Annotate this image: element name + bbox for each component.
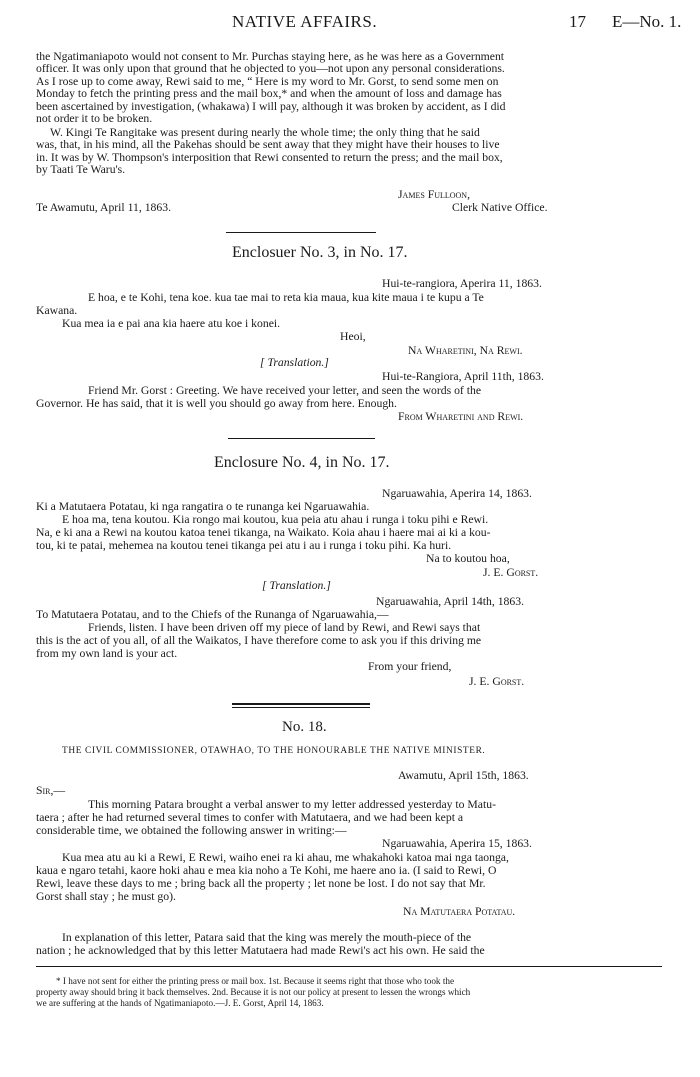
section-divider-thick xyxy=(232,703,370,705)
document-code: E—No. 1. xyxy=(612,12,682,31)
text-line: been ascertained by investigation, (whakawa) I will pay, although it was broken by accident, as I did xyxy=(36,100,506,113)
closing: Na to koutou hoa, xyxy=(426,552,510,565)
place-date: Hui-te-rangiora, Aperira 11, 1863. xyxy=(382,277,542,290)
text-line: the Ngatimaniapoto would not consent to Mr. Purchas staying here, as he was here as a Government xyxy=(36,50,505,63)
text-line: Kua mea atu au ki a Rewi, E Rewi, waiho enei ra ki ahau, me whakahoki katoa mai nga taonga, xyxy=(62,851,509,864)
text-line: This morning Patara brought a verbal answer to my letter addressed yesterday to Matu- xyxy=(88,798,496,811)
translation-label: [ Translation.] xyxy=(262,579,331,592)
text-line: As I rose up to come away, Rewi said to me, “ Here is my word to Mr. Gorst, to send some men on xyxy=(36,75,499,88)
text-line: nation ; he acknowledged that by this letter Matutaera had made Rewi's act his own. He said the xyxy=(36,944,485,957)
enclosure-heading: Enclosuer No. 3, in No. 17. xyxy=(232,244,408,261)
text-line: by Taati Te Waru's. xyxy=(36,163,126,176)
place-date: Awamutu, April 15th, 1863. xyxy=(398,769,529,782)
text-line: W. Kingi Te Rangitake was present during nearly the whole time; the only thing that he said xyxy=(50,126,480,139)
text-line: Kua mea ia e pai ana kia haere atu koe i konei. xyxy=(62,317,281,330)
enclosure-heading: Enclosure No. 4, in No. 17. xyxy=(214,454,390,471)
text-line: Monday to fetch the printing press and the mail box,* and when the amount of loss and damage has xyxy=(36,87,502,100)
section-divider xyxy=(228,438,375,439)
footnote-divider xyxy=(36,966,662,967)
text-line: Friend Mr. Gorst : Greeting. We have received your letter, and seen the words of the xyxy=(88,384,482,397)
signers: From Wharetini and Rewi. xyxy=(398,410,524,423)
footnote-line: we are suffering at the hands of Ngatimaniapoto.—J. E. Gorst, April 14, 1863. xyxy=(36,998,324,1008)
text-line: from my own land is your act. xyxy=(36,647,178,660)
text-line: not order it to be broken. xyxy=(36,112,153,125)
footnote-line: * I have not sent for either the printing press or mail box. 1st. Because it seems right that those who took the xyxy=(56,976,455,986)
signer: J. E. Gorst. xyxy=(483,566,539,579)
address: Ki a Matutaera Potatau, ki nga rangatira o te runanga kei Ngaruawahia. xyxy=(36,500,370,513)
signer-title: Clerk Native Office. xyxy=(452,201,548,214)
text-line: considerable time, we obtained the following answer in writing:— xyxy=(36,824,347,837)
section-divider xyxy=(232,707,370,708)
text-line: taera ; after he had returned several times to confer with Matutaera, and we had been kept a xyxy=(36,811,464,824)
text-line: this is the act of you all, of all the Waikatos, I have therefore come to ask you if this driving me xyxy=(36,634,482,647)
page-number: 17 xyxy=(569,12,586,31)
letter-subheading: THE CIVIL COMMISSIONER, OTAWHAO, TO THE HONOURABLE THE NATIVE MINISTER. xyxy=(62,746,486,756)
address: To Matutaera Potatau, and to the Chiefs of the Runanga of Ngaruawahia,— xyxy=(36,608,389,621)
signer: Na Matutaera Potatau. xyxy=(403,905,516,918)
text-line: Friends, listen. I have been driven off my piece of land by Rewi, and Rewi says that xyxy=(88,621,481,634)
signers: Na Wharetini, Na Rewi. xyxy=(408,344,523,357)
text-line: tou, ki te patai, mehemea na koutou tenei tikanga pei atu i au i runga i toku pihi. Ka huri. xyxy=(36,539,452,552)
place-date: Te Awamutu, April 11, 1863. xyxy=(36,201,171,214)
place-date: Ngaruawahia, Aperira 14, 1863. xyxy=(382,487,532,500)
place-date: Ngaruawahia, April 14th, 1863. xyxy=(376,595,525,608)
text-line: in. It was by W. Thompson's interposition that Rewi consented to return the press; and the mail box, xyxy=(36,151,503,164)
text-line: Rewi, leave these days to me ; bring back all the property ; let none be lost. I do not say that Mr. xyxy=(36,877,486,890)
text-line: In explanation of this letter, Patara said that the king was merely the mouth-piece of the xyxy=(62,931,472,944)
text-line: officer. It was only upon that ground that he objected to you—not upon any personal considerations. xyxy=(36,62,505,75)
closing: From your friend, xyxy=(368,660,452,673)
salutation: Sir,— xyxy=(36,784,66,797)
text-line: Na, e ki ana a Rewi na koutou katoa tenei tikanga, na Waikato. Koia ahau i haere mai ai ki a kou- xyxy=(36,526,491,539)
text-line: kaua e ngaro tetahi, kaore hoki ahau e mea kia noho a Te Kohi, me haere ano ia. (I said to Rewi, O xyxy=(36,864,497,877)
text-line: Kawana. xyxy=(36,304,78,317)
text-line: was, that, in his mind, all the Pakehas should be sent away that they might have their houses to live xyxy=(36,138,500,151)
text-line: Gorst shall stay ; he must go). xyxy=(36,890,176,903)
section-heading: No. 18. xyxy=(282,719,327,735)
footnote-line: property away should bring it back themselves. 2nd. Because it is not our policy at present to lessen the wrongs which xyxy=(36,987,471,997)
place-date: Ngaruawahia, Aperira 15, 1863. xyxy=(382,837,532,850)
signer: J. E. Gorst. xyxy=(469,675,525,688)
running-header-title: NATIVE AFFAIRS. xyxy=(232,12,378,31)
section-divider xyxy=(226,232,376,233)
translation-label: [ Translation.] xyxy=(260,356,329,369)
text-line: E hoa ma, tena koutou. Kia rongo mai koutou, kua peia atu ahau i runga i toku pihi e Rewi. xyxy=(62,513,489,526)
place-date: Hui-te-Rangiora, April 11th, 1863. xyxy=(382,370,544,383)
text-line: E hoa, e te Kohi, tena koe. kua tae mai to reta kia maua, kua kite maua i te kupu a Te xyxy=(88,291,484,304)
signer-name: James Fulloon, xyxy=(398,188,471,201)
text-line: Governor. He has said, that it is well you should go away from here. Enough. xyxy=(36,397,397,410)
closing: Heoi, xyxy=(340,330,366,343)
